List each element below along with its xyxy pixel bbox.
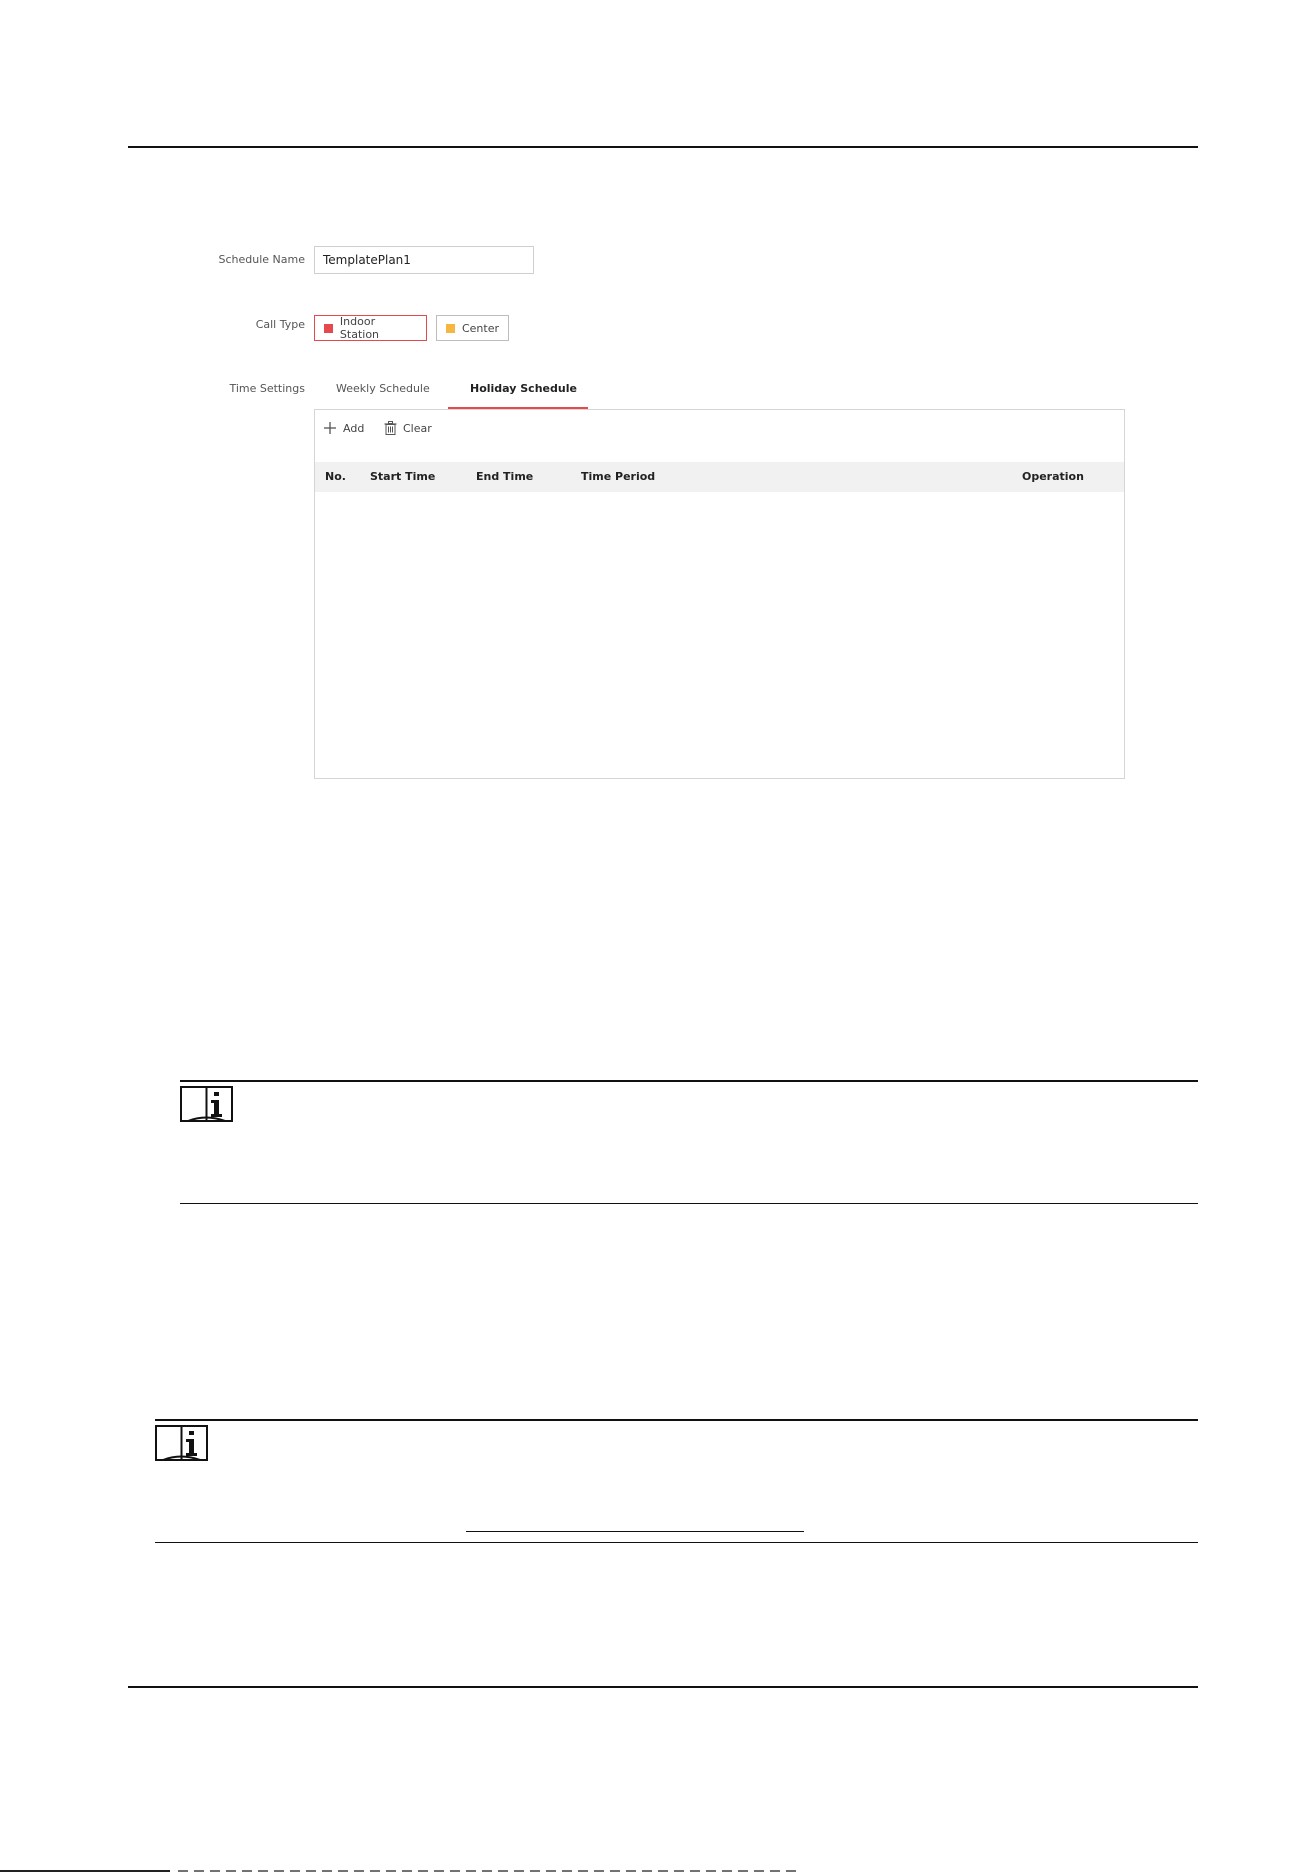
note-1-bottom-rule xyxy=(180,1203,1198,1204)
call-type-label: Call Type xyxy=(255,318,305,331)
column-header-start-time: Start Time xyxy=(370,470,436,483)
schedule-name-input[interactable]: TemplatePlan1 xyxy=(314,246,534,274)
table-header-row xyxy=(315,462,1124,492)
center-label: Center xyxy=(461,321,499,335)
footer-scan-artifact xyxy=(0,1869,1313,1873)
column-header-end-time: End Time xyxy=(476,470,534,483)
column-header-no: No. xyxy=(325,470,346,483)
center-swatch xyxy=(446,324,455,333)
footer-rule xyxy=(128,1686,1198,1688)
call-type-indoor-station[interactable] xyxy=(314,315,427,341)
schedule-name-label: Schedule Name xyxy=(218,253,305,266)
column-header-time-period: Time Period xyxy=(581,470,656,483)
indoor-station-label: Indoor Station xyxy=(339,315,380,341)
time-settings-label: Time Settings xyxy=(229,382,305,395)
note-2-bottom-rule xyxy=(155,1542,1198,1543)
add-button[interactable] xyxy=(323,421,364,435)
note-book-info-icon xyxy=(180,1084,234,1126)
cross-reference-link-underline[interactable] xyxy=(466,1531,804,1532)
trash-icon xyxy=(384,421,397,435)
note-book-info-icon xyxy=(155,1423,209,1465)
note-2-top-rule xyxy=(155,1419,1198,1421)
tab-weekly-schedule[interactable]: Weekly Schedule xyxy=(336,382,430,395)
call-type-center[interactable] xyxy=(436,315,509,341)
tab-holiday-schedule[interactable]: Holiday Schedule xyxy=(470,382,577,395)
indoor-station-swatch xyxy=(324,324,333,333)
add-label: Add xyxy=(343,421,365,435)
clear-label: Clear xyxy=(403,421,432,435)
column-header-operation: Operation xyxy=(1022,470,1084,483)
clear-button[interactable] xyxy=(384,421,432,435)
note-1-top-rule xyxy=(180,1080,1198,1082)
plus-icon xyxy=(323,421,337,435)
header-rule xyxy=(128,146,1198,148)
